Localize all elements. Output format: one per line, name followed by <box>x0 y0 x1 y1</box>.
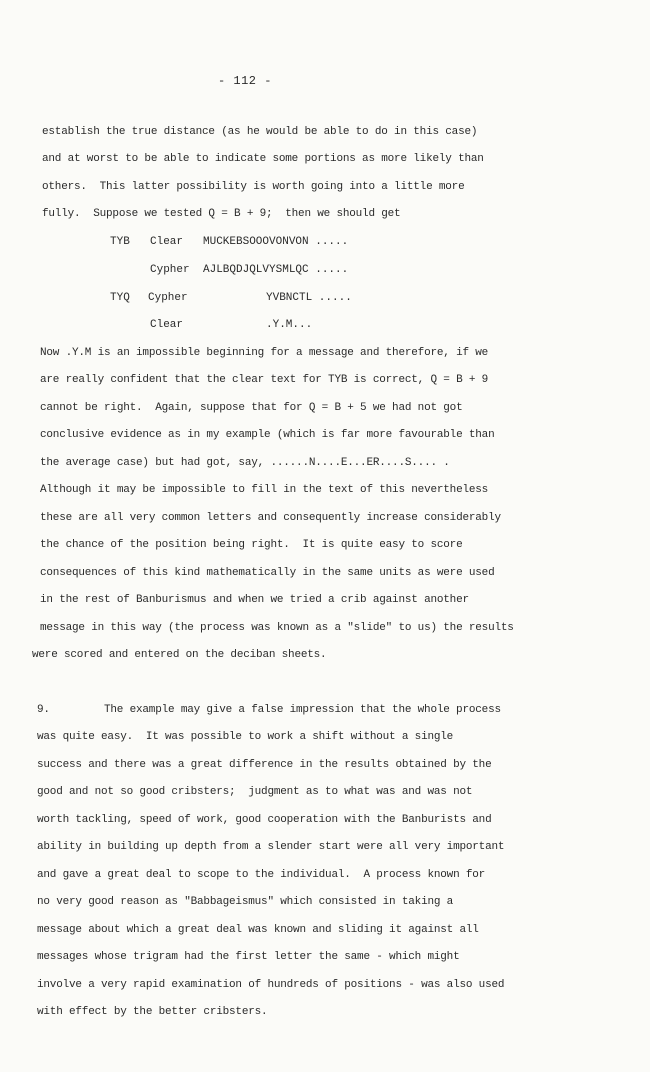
section-9-line: ability in building up depth from a slender start were all very important <box>37 841 505 853</box>
section-9-line: with effect by the better cribsters. <box>37 1006 268 1018</box>
section-9-line: worth tackling, speed of work, good cooperation with the Banburists and <box>37 814 492 826</box>
paragraph-2-line: consequences of this kind mathematically in the same units as were used <box>40 567 495 579</box>
table-row-text: YVBNCTL ..... <box>266 292 352 304</box>
section-number: 9. <box>37 704 50 716</box>
paragraph-2-line: are really confident that the clear text for TYB is correct, Q = B + 9 <box>40 374 489 386</box>
paragraph-2-line: in the rest of Banburismus and when we tried a crib against another <box>40 594 469 606</box>
section-9-line: no very good reason as "Babbageismus" which consisted in taking a <box>37 896 454 908</box>
table-row-kind: Cypher <box>148 292 188 304</box>
table-row-text: AJLBQDJQLVYSMLQC ..... <box>203 264 349 276</box>
section-9-line: good and not so good cribsters; judgment as to what was and was not <box>37 786 473 798</box>
paragraph-1-line: and at worst to be able to indicate some portions as more likely than <box>42 153 484 165</box>
section-9-line: involve a very rapid examination of hundreds of positions - was also used <box>37 979 505 991</box>
paragraph-2-line: Now .Y.M is an impossible beginning for a message and therefore, if we <box>40 347 489 359</box>
table-row-kind: Clear <box>150 319 184 331</box>
paragraph-2-line: were scored and entered on the deciban sheets. <box>32 649 327 661</box>
table-row-label: TYQ <box>110 292 130 304</box>
table-row-kind: Cypher <box>150 264 190 276</box>
paragraph-2-line: message in this way (the process was known as a "slide" to us) the results <box>40 622 514 634</box>
section-9-line: was quite easy. It was possible to work a shift without a single <box>37 731 454 743</box>
paragraph-2-line: these are all very common letters and consequently increase considerably <box>40 512 501 524</box>
section-9-line: success and there was a great difference in the results obtained by the <box>37 759 492 771</box>
page-number: - 112 - <box>218 74 272 88</box>
paragraph-2-line: cannot be right. Again, suppose that for Q = B + 5 we had not got <box>40 402 463 414</box>
table-row-label: TYB <box>110 236 130 248</box>
paragraph-2-line: Although it may be impossible to fill in the text of this nevertheless <box>40 484 489 496</box>
table-row-kind: Clear <box>150 236 184 248</box>
paragraph-2-line: conclusive evidence as in my example (which is far more favourable than <box>40 429 495 441</box>
paragraph-1-line: fully. Suppose we tested Q = B + 9; then we should get <box>42 208 401 220</box>
section-9-line: messages whose trigram had the first letter the same - which might <box>37 951 460 963</box>
paragraph-1-line: establish the true distance (as he would be able to do in this case) <box>42 126 478 138</box>
section-9-line: and gave a great deal to scope to the individual. A process known for <box>37 869 486 881</box>
table-row-text: .Y.M... <box>266 319 313 331</box>
table-row-text: MUCKEBSOOOVONVON ..... <box>203 236 349 248</box>
section-9-line: The example may give a false impression that the whole process <box>104 704 501 716</box>
section-9-line: message about which a great deal was known and sliding it against all <box>37 924 479 936</box>
paragraph-2-line: the average case) but had got, say, ......N....E...ER....S.... . <box>40 457 450 469</box>
paragraph-1-line: others. This latter possibility is worth going into a little more <box>42 181 465 193</box>
paragraph-2-line: the chance of the position being right. It is quite easy to score <box>40 539 463 551</box>
